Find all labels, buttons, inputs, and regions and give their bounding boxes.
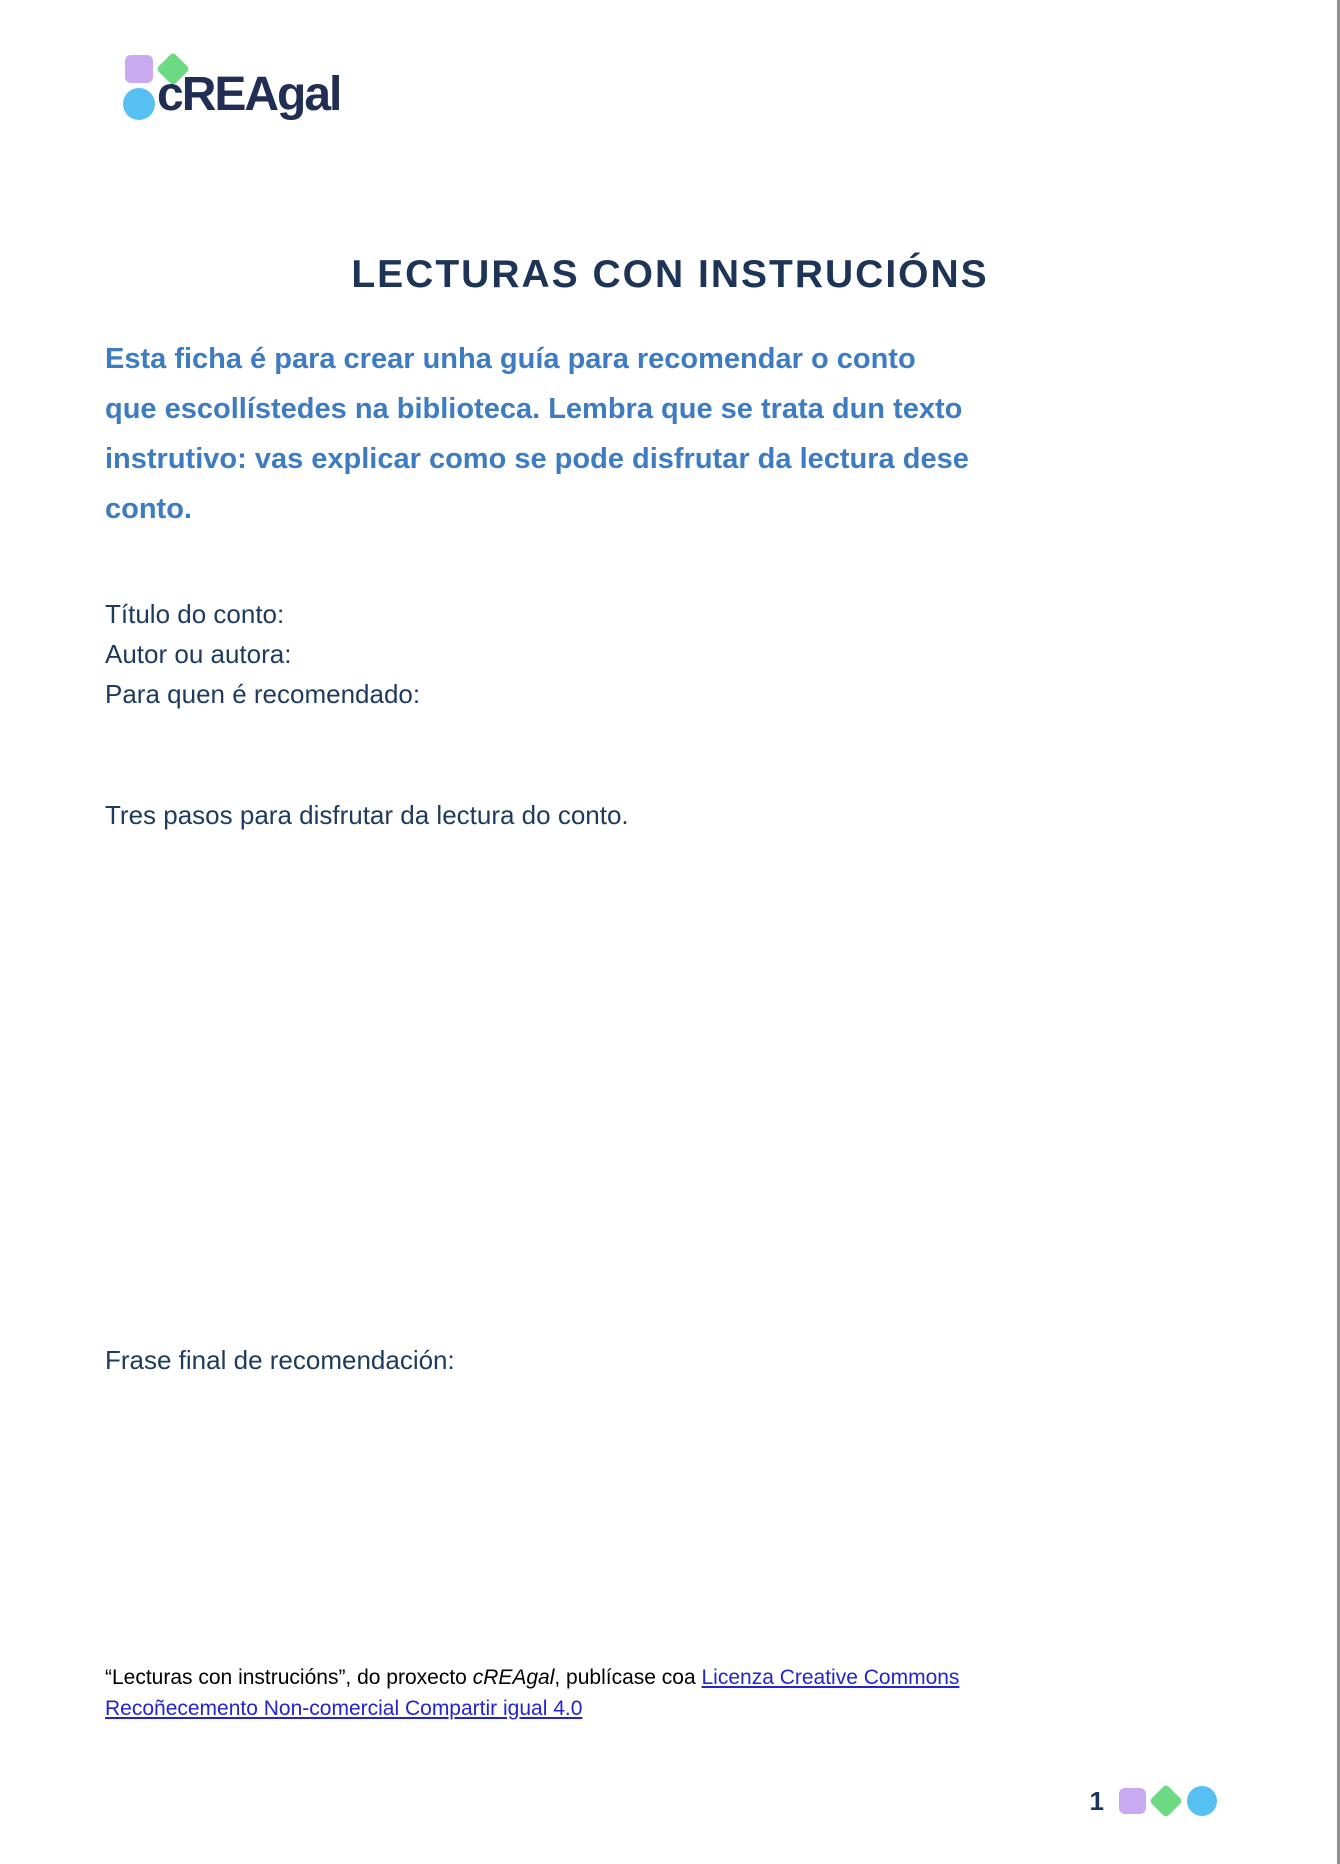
creagal-logo — [0, 0, 400, 140]
intro-line: conto. — [105, 493, 192, 525]
license-middle: , publícase coa — [554, 1666, 702, 1689]
logo-circle-icon — [123, 88, 155, 120]
field-labels — [105, 594, 420, 714]
intro-paragraph — [105, 334, 1105, 534]
license-project-name: cREAgal — [472, 1666, 555, 1689]
logo-square-icon — [125, 55, 153, 83]
field-label-titulo: Título do conto: — [105, 599, 285, 629]
field-label-recomendado: Para quen é recomendado: — [105, 679, 421, 709]
page-number: 1 — [1089, 1786, 1104, 1816]
intro-line: instrutivo: vas explicar como se pode disfrutar da lectura dese — [105, 443, 969, 475]
field-label-autor: Autor ou autora: — [105, 639, 292, 669]
logo-wordmark: cREAgal — [157, 68, 341, 121]
page-title: LECTURAS CON INSTRUCIÓNS — [351, 253, 989, 296]
license-prefix: “Lecturas con instrucións”, do proxecto — [105, 1666, 473, 1689]
final-phrase-heading: Frase final de recomendación: — [105, 1345, 455, 1375]
intro-line: Esta ficha é para crear unha guía para recomendar o conto — [105, 343, 916, 375]
footer-circle-icon — [1187, 1786, 1217, 1816]
license-text — [105, 1662, 1060, 1724]
steps-heading: Tres pasos para disfrutar da lectura do conto. — [105, 800, 629, 830]
footer-diamond-icon — [1149, 1784, 1183, 1818]
footer-square-icon — [1119, 1788, 1146, 1814]
intro-line: que escollístedes na biblioteca. Lembra que se trata dun texto — [105, 393, 963, 425]
creative-commons-link[interactable]: Licenza Creative Commons Recoñecemento Non-comercial Compartir igual 4.0 — [105, 1666, 960, 1720]
